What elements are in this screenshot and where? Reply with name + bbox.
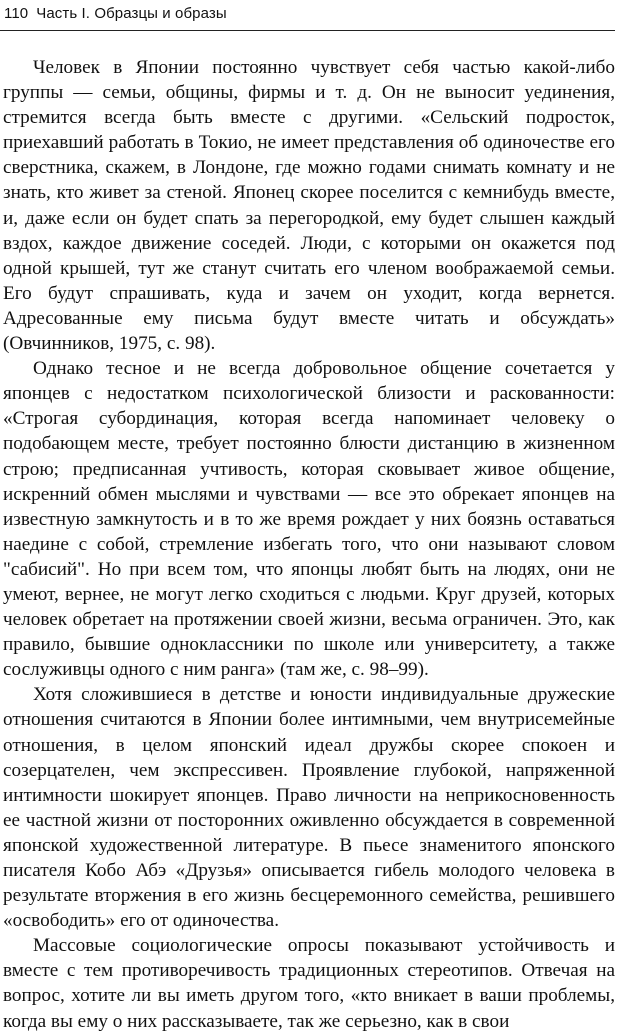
page-body xyxy=(3,55,615,1034)
running-title: Часть I. Образцы и образы xyxy=(36,4,227,22)
paragraph: Массовые социологические опросы показывают устойчивость и вместе с тем противоречивость традиционных стереотипов. Отвечая на вопрос, хотите ли вы иметь другом того, «кто вникает в ваши проблемы, когда вы ему о них рассказываете, так же серьезно, как в свои xyxy=(3,935,615,1032)
paragraph: Человек в Японии постоянно чувствует себя частью какой-либо группы — семьи, общины, фирмы и т. д. Он не выносит уединения, стремится всегда быть вместе с другими. «Сельский подросток, приехавший работать в Токио, не имеет представления об одиночестве его сверстника, скажем, в Лондоне, где можно годами снимать комнату и не знать, кто живет за стеной. Японец скорее поселится с кемнибудь вместе, и, даже если он будет спать за перегородкой, ему будет слышен каждый вздох, каждое движение соседей. Люди, с которыми он окажется под одной крышей, тут же станут считать его членом воображаемой семьи. Его будут спрашивать, куда и зачем он уходит, когда вернется. Адресованные ему письма будут вместе читать и обсуждать» (Овчинников, 1975, с. 98). xyxy=(3,57,615,355)
running-header xyxy=(4,0,227,26)
page-number: 110 xyxy=(4,4,29,22)
paragraph: Хотя сложившиеся в детстве и юности индивидуальные дружеские отношения считаются в Японии более интимными, чем внутрисемейные отношения, в целом японский идеал дружбы скорее спокоен и созерцателен, чем экспрессивен. Проявление глубокой, напряженной интимности шокирует японцев. Право личности на неприкосновенность ее частной жизни от посторонних оживленно обсуждается в современной японской художественной литературе. В пьесе знаменитого японского писателя Кобо Абэ «Друзья» описывается гибель молодого человека в результате вторжения в его жизнь бесцеремонного семейства, решившего «освободить» его от одиночества. xyxy=(3,684,615,932)
header-divider xyxy=(0,30,615,31)
paragraph: Однако тесное и не всегда добровольное общение сочетается у японцев с недостатком психологической близости и раскованности: «Строгая субординация, которая всегда напоминает человеку о подобающем месте, требует постоянно блюсти дистанцию в жизненном строю; предписанная учтивость, которая сковывает живое общение, искренний обмен мыслями и чувствами — все это обрекает японцев на известную замкнутость и в то же время рождает у них боязнь оставаться наедине с собой, стремление избегать того, что они называют словом "сабисий". Но при всем том, что японцы любят быть на людях, они не умеют, вернее, не могут легко сходиться с людьми. Круг друзей, которых человек обретает на протяжении своей жизни, весьма ограничен. Это, как правило, бывшие одноклассники по школе или университету, а также сослуживцы одного с ним ранга» (там же, с. 98–99). xyxy=(3,358,615,681)
